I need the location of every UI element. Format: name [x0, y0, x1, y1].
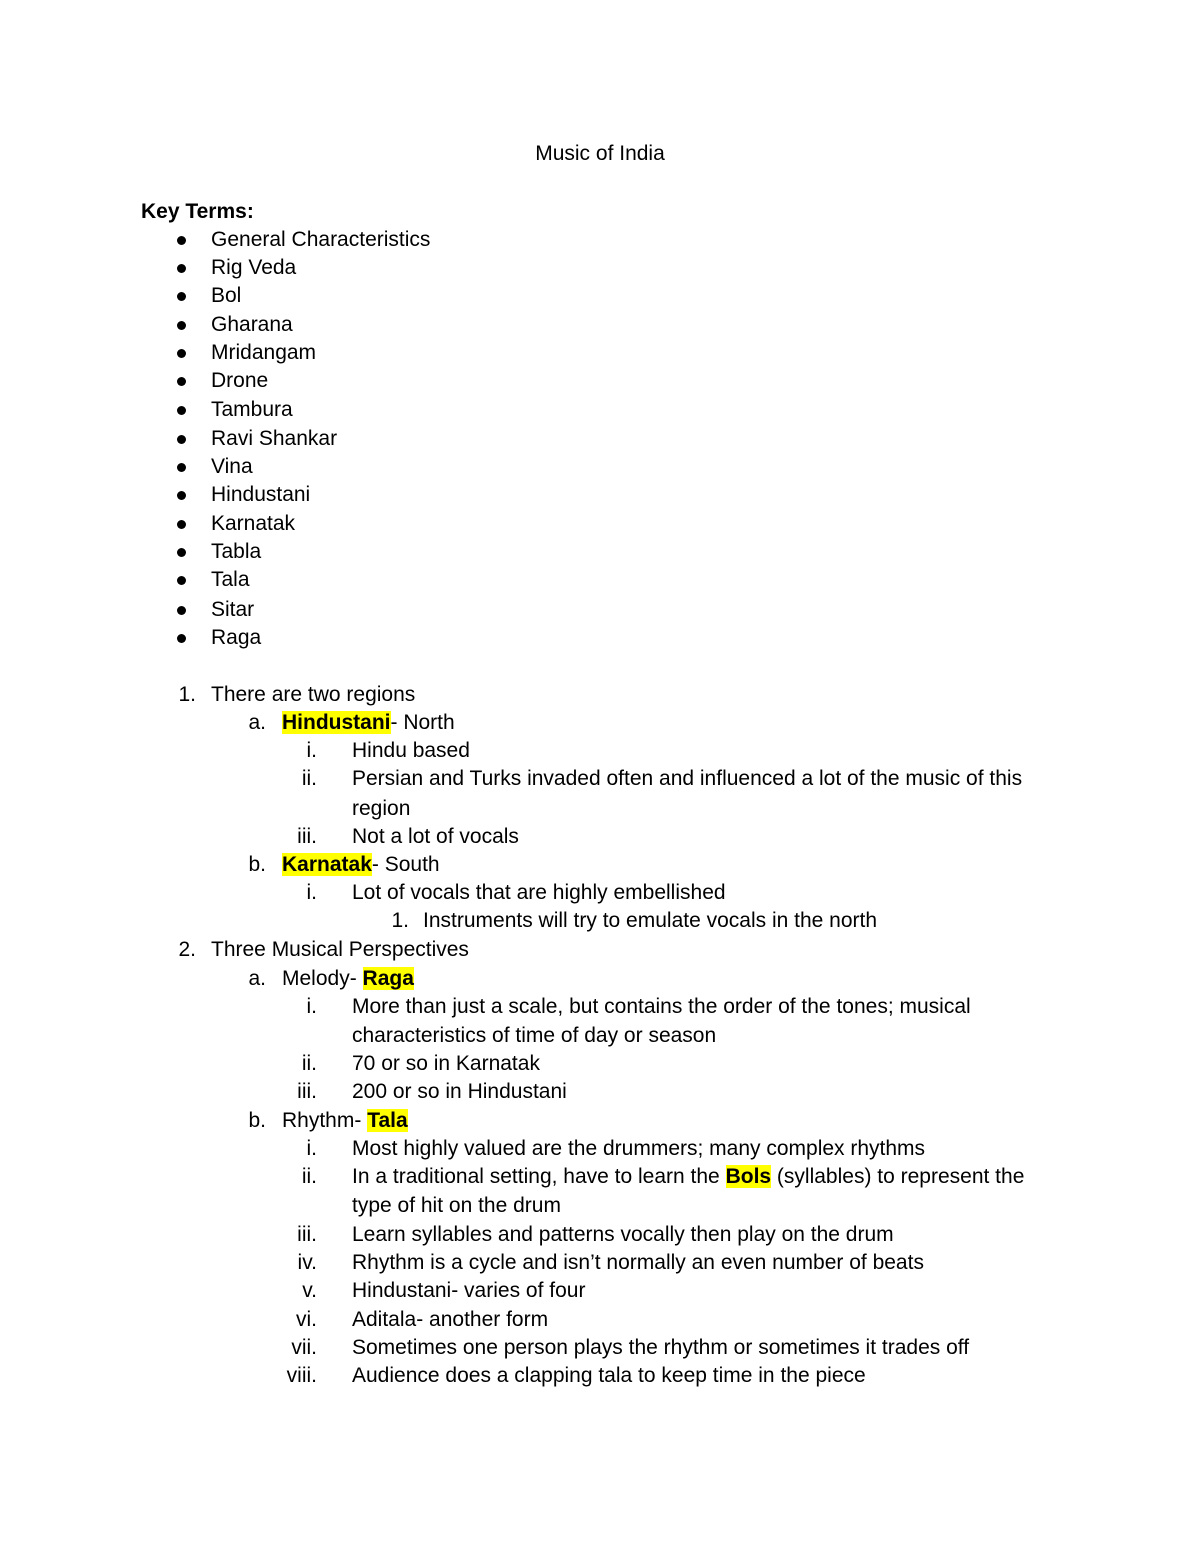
outline-letter: a.	[248, 967, 266, 990]
bullet-icon	[177, 435, 186, 444]
bullet-icon	[177, 406, 186, 415]
highlighted-term: Bols	[725, 1165, 772, 1188]
highlighted-term: Raga	[362, 967, 414, 990]
bullet-icon	[177, 606, 186, 615]
bullet-icon	[177, 576, 186, 585]
key-terms-heading: Key Terms:	[141, 200, 254, 223]
outline-roman: vii.	[291, 1336, 317, 1359]
outline-roman: iii.	[297, 1080, 317, 1103]
outline-roman: ii.	[301, 1165, 317, 1188]
outline-roman: i.	[306, 1137, 317, 1160]
outline-roman: iii.	[297, 825, 317, 848]
outline-text: There are two regions	[211, 683, 416, 706]
outline-letter: b.	[248, 853, 266, 876]
outline-text: Three Musical Perspectives	[211, 938, 469, 961]
outline-number: 2.	[178, 938, 196, 961]
outline-roman: vi.	[296, 1308, 317, 1331]
highlighted-term: Karnatak	[282, 853, 372, 876]
outline-roman: iii.	[297, 1223, 317, 1246]
outline-roman: ii.	[301, 767, 317, 790]
outline-letter: b.	[248, 1109, 266, 1132]
outline-text: Hindustani- North	[282, 711, 455, 734]
bullet-icon	[177, 634, 186, 643]
outline-roman: viii.	[286, 1364, 317, 1387]
outline-roman: i.	[306, 881, 317, 904]
bullet-icon	[177, 491, 186, 500]
outline-number: 1.	[391, 909, 409, 932]
bullet-icon	[177, 548, 186, 557]
bullet-icon	[177, 349, 186, 358]
bullet-icon	[177, 321, 186, 330]
outline-number: 1.	[178, 683, 196, 706]
bullet-icon	[177, 292, 186, 301]
outline-roman: i.	[306, 995, 317, 1018]
outline-text: Melody- Raga	[282, 967, 414, 990]
outline-roman: v.	[302, 1279, 317, 1302]
outline-text: Rhythm- Tala	[282, 1109, 408, 1132]
bullet-icon	[177, 264, 186, 273]
bullet-icon	[177, 463, 186, 472]
highlighted-term: Hindustani	[282, 711, 391, 734]
page-title: Music of India	[535, 142, 665, 165]
outline-roman: i.	[306, 739, 317, 762]
bullet-icon	[177, 520, 186, 529]
highlighted-term: Tala	[367, 1109, 408, 1132]
bullet-icon	[177, 377, 186, 386]
outline-text: Karnatak- South	[282, 853, 440, 876]
outline-letter: a.	[248, 711, 266, 734]
outline-roman: ii.	[301, 1052, 317, 1075]
bullet-icon	[177, 236, 186, 245]
outline-roman: iv.	[297, 1251, 317, 1274]
